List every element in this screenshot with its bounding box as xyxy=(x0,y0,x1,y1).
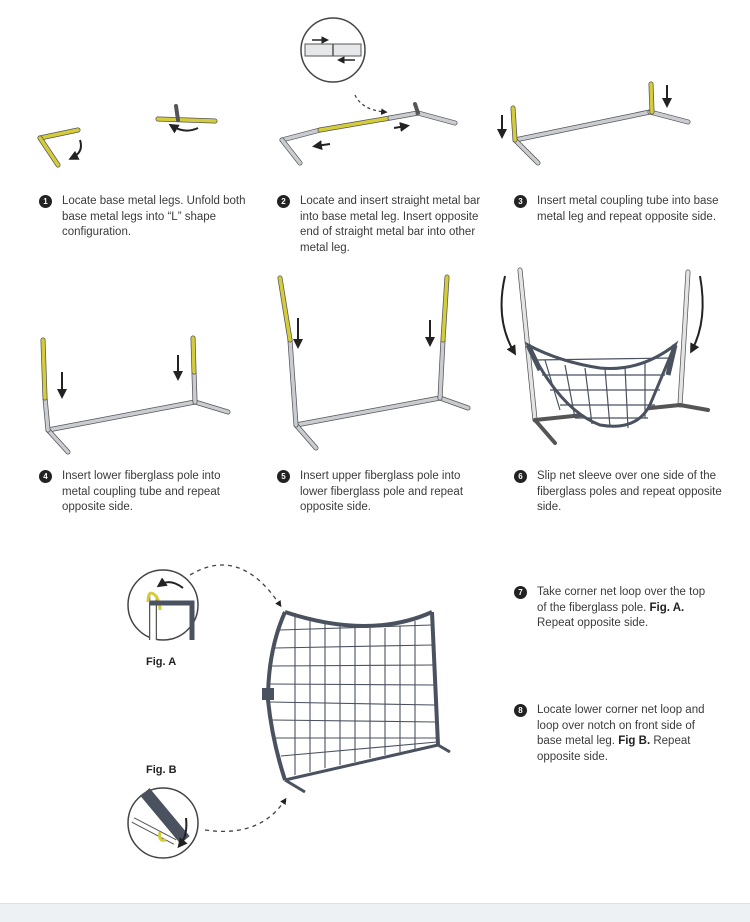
step-8 xyxy=(514,703,714,765)
step6-illustration xyxy=(502,270,708,443)
step5-illustration xyxy=(280,277,468,448)
step-number-badge: 7 xyxy=(514,586,527,599)
step-text: Locate base metal legs. Unfold both base metal legs into “L” shape configuration. xyxy=(62,195,246,238)
step-5 xyxy=(277,469,487,516)
arrow-icon xyxy=(172,126,198,131)
step-7 xyxy=(514,585,714,632)
step-text: Insert upper fiberglass pole into lower fiberglass pole and repeat opposite side. xyxy=(300,470,464,513)
step-2 xyxy=(277,194,482,256)
bottom-bar xyxy=(0,903,750,922)
step-number-badge: 5 xyxy=(277,470,290,483)
arrow-icon xyxy=(72,140,81,158)
step2-illustration xyxy=(282,18,455,163)
step1-illustration xyxy=(40,106,215,165)
step-text: Insert metal coupling tube into base metal leg and repeat opposite side. xyxy=(537,195,719,223)
step-1 xyxy=(39,194,269,241)
step-text: Slip net sleeve over one side of the fiberglass poles and repeat opposite side. xyxy=(537,470,722,513)
step-text: Take corner net loop over the top of the fiberglass pole. Fig. A. Repeat opposite side. xyxy=(537,586,706,629)
step3-illustration xyxy=(502,84,688,163)
fig-a-label: Fig. A xyxy=(146,656,177,668)
step-number-badge: 2 xyxy=(277,195,290,208)
step-6 xyxy=(514,469,724,516)
step-number-badge: 3 xyxy=(514,195,527,208)
step-number-badge: 6 xyxy=(514,470,527,483)
step-number-badge: 1 xyxy=(39,195,52,208)
step-3 xyxy=(514,194,719,225)
fig-a-detail xyxy=(128,565,280,640)
fig-reference: Fig B. xyxy=(618,735,651,747)
fig-b-label: Fig. B xyxy=(146,764,177,776)
step-4 xyxy=(39,469,249,516)
step-number-badge: 4 xyxy=(39,470,52,483)
assembled-goal-illustration xyxy=(262,612,450,792)
step-text: Locate and insert straight metal bar into base metal leg. Insert opposite end of straight metal bar into other metal leg. xyxy=(300,195,481,254)
step-number-badge: 8 xyxy=(514,704,527,717)
fig-reference: Fig. A. xyxy=(649,601,685,614)
net-icon xyxy=(528,345,675,426)
step-text: Locate lower corner net loop and loop over notch on front side of base metal leg. Fig B. Repeat opposite side. xyxy=(537,704,705,763)
step-text: Insert lower fiberglass pole into metal coupling tube and repeat opposite side. xyxy=(62,470,221,513)
fig-b-detail xyxy=(128,788,285,858)
step4-illustration xyxy=(43,338,228,452)
